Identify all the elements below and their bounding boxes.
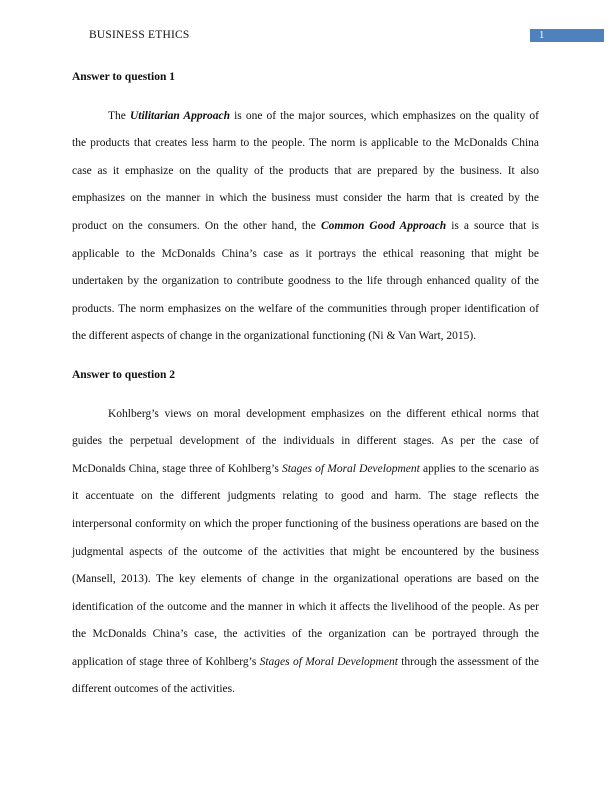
term-stages-of-moral-development: Stages of Moral Development <box>281 462 420 475</box>
text-run: The <box>108 109 130 122</box>
term-stages-of-moral-development: Stages of Moral Development <box>259 655 398 668</box>
paragraph-question-2 <box>72 401 539 705</box>
page-number: 1 <box>530 29 604 42</box>
text-run: is a source that is applicable to the McDonalds China’s case as it portrays the ethical reasoning that might be undertaken by the organization to contribute goodness to the life through enhanced quality of the products. The norm emphasizes on the welfare of the communities through proper identification of the different aspects of change in the organizational functioning (Ni & Van Wart, 2015). <box>72 219 540 343</box>
spacer <box>72 92 539 103</box>
text-run: Kohlberg’s views on moral development emphasizes on the different ethical norms that guides the perpetual development of the individuals in different stages. As per the case of McDonalds China, stage three of Kohlberg’s <box>72 407 539 475</box>
text-run: through the assessment of the different outcomes of the activities. <box>72 655 540 696</box>
section-heading-question-1: Answer to question 1 <box>72 71 175 83</box>
term-utilitarian-approach: Utilitarian Approach <box>129 109 231 122</box>
term-common-good-approach: Common Good Approach <box>320 219 447 232</box>
spacer <box>72 351 539 362</box>
paragraph-question-1 <box>72 103 539 351</box>
text-run: applies to the scenario as it accentuate on the different judgments relating to good and harm. The stage reflects the interpersonal conformity on which the proper functioning of the business operations are based on the judgmental aspects of the outcome of the activities that might be encountered by the business (Mansell, 2013). The key elements of change in the organizational operations are based on the identification of the outcome and the manner in which it affects the livelihood of the people. As per the McDonalds China’s case, the activities of the organization can be portrayed through the application of stage three of Kohlberg’s <box>72 462 540 668</box>
spacer <box>72 390 539 401</box>
section-heading-question-2: Answer to question 2 <box>72 368 175 381</box>
text-run: is one of the major sources, which emphasizes on the quality of the products that creates less harm to the people. The norm is applicable to the McDonalds China case as it emphasize on the quality of the products that are prepared by the business. It also emphasizes on the manner in which the business must consider the harm that is created by the product on the consumers. On the other hand, the <box>72 109 539 232</box>
running-head: BUSINESS ETHICS <box>89 29 190 41</box>
document-body <box>72 64 539 704</box>
